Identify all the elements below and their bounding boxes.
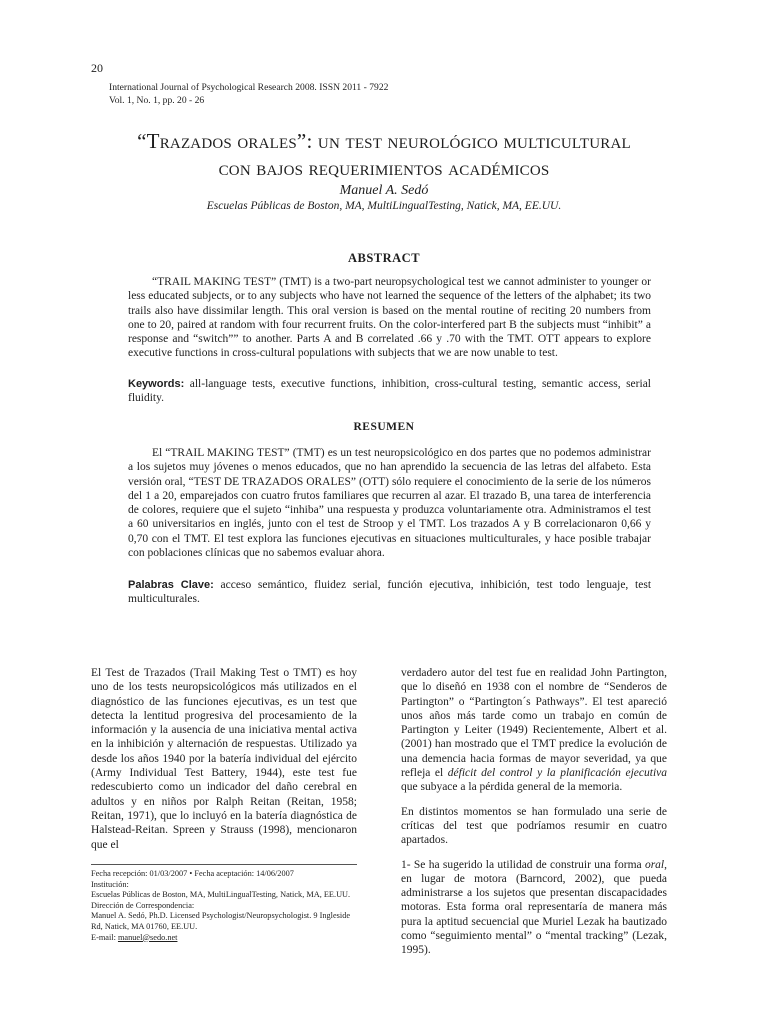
- keywords-text: all-language tests, executive functions, inhibition, cross-cultural testing, semantic access, serial fluidity.: [128, 378, 651, 405]
- resumen-text: El “TRAIL MAKING TEST” (TMT) es un test neuropsicológico en dos partes que no podemos administrar a los sujetos muy jóvenes o menos educados, que no han aprendido la secuencia de las letras del alfabeto. Esta versión oral, “TEST DE TRAZADOS ORALES” (OTT) sólo requiere el conocimiento de la serie de los números del 1 a 20, emparejados con cuatro frutos familiares que recurren al azar. El trazado B, una tarea de interferencia de colores, requiere que el sujeto “inhiba” una respuesta y produzca voluntariamente otra. Administramos el test a 60 universitarios en inglés, junto con el test de Stroop y el TMT. Los trazados A y B correlacionaron 0,66 y 0,70 con el TMT. El test explora las funciones ejecutivas en situaciones multiculturales, y hace posible trabajar con poblaciones clínicas que no sabemos evaluar ahora.: [128, 447, 651, 560]
- resumen-heading: RESUMEN: [353, 421, 415, 433]
- title-block: [60, 128, 708, 214]
- article-title: [60, 128, 708, 182]
- page-number: 20: [91, 61, 103, 75]
- journal-citation: International Journal of Psychological Research 2008. ISSN 2011 - 7922: [109, 82, 389, 93]
- intro-paragraph: El Test de Trazados (Trail Making Test o TMT) es hoy uno de los tests neuropsicológicos más utilizados en el diagnóstico de las funciones ejecutivas, es un test que detecta la lentitud progresiva del procesamiento de la información y la ausencia de una iniciativa mental activa en la inhibición y alternación de respuestas. Utilizado ya desde los años 1940 por la batería individual del ejército (Army Individual Test Battery, 1944), este test fue redescubierto como un indicador del daño cerebral en adultos y en niños por Ralph Reitan (Reitan, 1958; Reitan, 1971), que lo incluyó en la batería diagnóstica de Halstead-Reitan. Spreen y Strauss (1998), mencionaron que el: [91, 667, 357, 851]
- keywords-label: Keywords:: [128, 378, 185, 390]
- email-row: [91, 933, 381, 944]
- abstract-heading: ABSTRACT: [347, 251, 421, 265]
- palabras-clave-label: Palabras Clave:: [128, 579, 214, 591]
- palabras-clave: [128, 578, 651, 607]
- correspondence-line-2: Rd, Natick, MA 01760, EE.UU.: [91, 921, 198, 931]
- history-paragraph: [401, 666, 667, 795]
- body-column-left: [91, 666, 357, 852]
- point1-emphasis: oral: [644, 858, 665, 871]
- abstract-text: “TRAIL MAKING TEST” (TMT) is a two-part neuropsychological test we cannot administer to younger or less educated subjects, or to any subjects who have not learned the sequence of the letters of the alphabet; its two trails also have dissimilar length. This oral version is based on the mental routine of reciting 20 numbers from one to 20, paired at random with four recurrent fruits. On the color-interfered part B the subjects must “inhibit” a response and “switch”” to another. Parts A and B correlated .66 y .70 with the TMT. OTT appears to explore executive functions in cross-cultural populations with subjects that we are now unable to test.: [128, 276, 651, 360]
- resumen-paragraph: [128, 446, 651, 560]
- institution: Escuelas Públicas de Boston, MA, MultiLingualTesting, Natick, MA, EE.UU.: [91, 890, 351, 900]
- keywords: [128, 377, 651, 406]
- abstract-paragraph: [128, 275, 651, 361]
- email-link[interactable]: manuel@sedo.net: [117, 932, 178, 942]
- footnote-block: [91, 869, 381, 943]
- history-text-a: verdadero autor del test fue en realidad John Partington, que lo diseñó en 1938 con el nombre de “Senderos de Partington” o “Partington´s Pathways”. El test apareció unos años más tarde como un trabajo en común de Partington y Leiter (1949) Recientemente, Albert et al. (2001) han mostrado que el TMT predice la evolución de una demencia hacia formas de mayor severidad, ya que refleja el: [401, 667, 667, 780]
- palabras-clave-text: acceso semántico, fluidez serial, función ejecutiva, inhibición, test todo lenguaje, test multiculturales.: [128, 579, 652, 606]
- footnote-divider: [91, 864, 357, 865]
- correspondence-line-1: Manuel A. Sedó, Ph.D. Licensed Psychologist/Neuropsychologist. 9 Ingleside: [91, 911, 351, 921]
- journal-header: [109, 82, 388, 107]
- author-name: Manuel A. Sedó: [339, 183, 429, 198]
- criticism-point-1: [401, 858, 667, 958]
- email-label: E-mail:: [91, 932, 118, 942]
- journal-volume: Vol. 1, No. 1, pp. 20 - 26: [109, 94, 205, 106]
- history-emphasis: déficit del control y la planificación ejecutiva: [447, 767, 667, 780]
- submission-dates: Fecha recepción: 01/03/2007 • Fecha aceptación: 14/06/2007: [91, 869, 294, 878]
- title-line-2: con bajos requerimientos académicos: [218, 156, 550, 180]
- correspondence-label: Dirección de Correspondencia:: [91, 900, 195, 910]
- institution-label: Institución:: [91, 879, 129, 889]
- author-affiliation: Escuelas Públicas de Boston, MA, MultiLingualTesting, Natick, MA, EE.UU.: [206, 200, 562, 212]
- criticism-paragraph: En distintos momentos se han formulado una serie de críticas del test que podríamos resumir en cuatro apartados.: [401, 805, 667, 847]
- point1-text-b: , en lugar de motora (Barncord, 2002), que pueda administrarse a los sujetos que presentan discapacidades motoras. Esta forma oral representaría de manera más pura la aptitud secuencial que Muriel Lezak ha bautizado como “seguimiento mental” o “mental tracking” (Lezak, 1995).: [401, 858, 667, 957]
- history-text-b: que subyace a la pérdida general de la memoria.: [401, 781, 623, 794]
- point1-text-a: 1- Se ha sugerido la utilidad de construir una forma: [401, 858, 645, 871]
- title-line-1: “Trazados orales”: un test neurológico multicultural: [137, 129, 631, 153]
- body-column-right: [401, 666, 667, 958]
